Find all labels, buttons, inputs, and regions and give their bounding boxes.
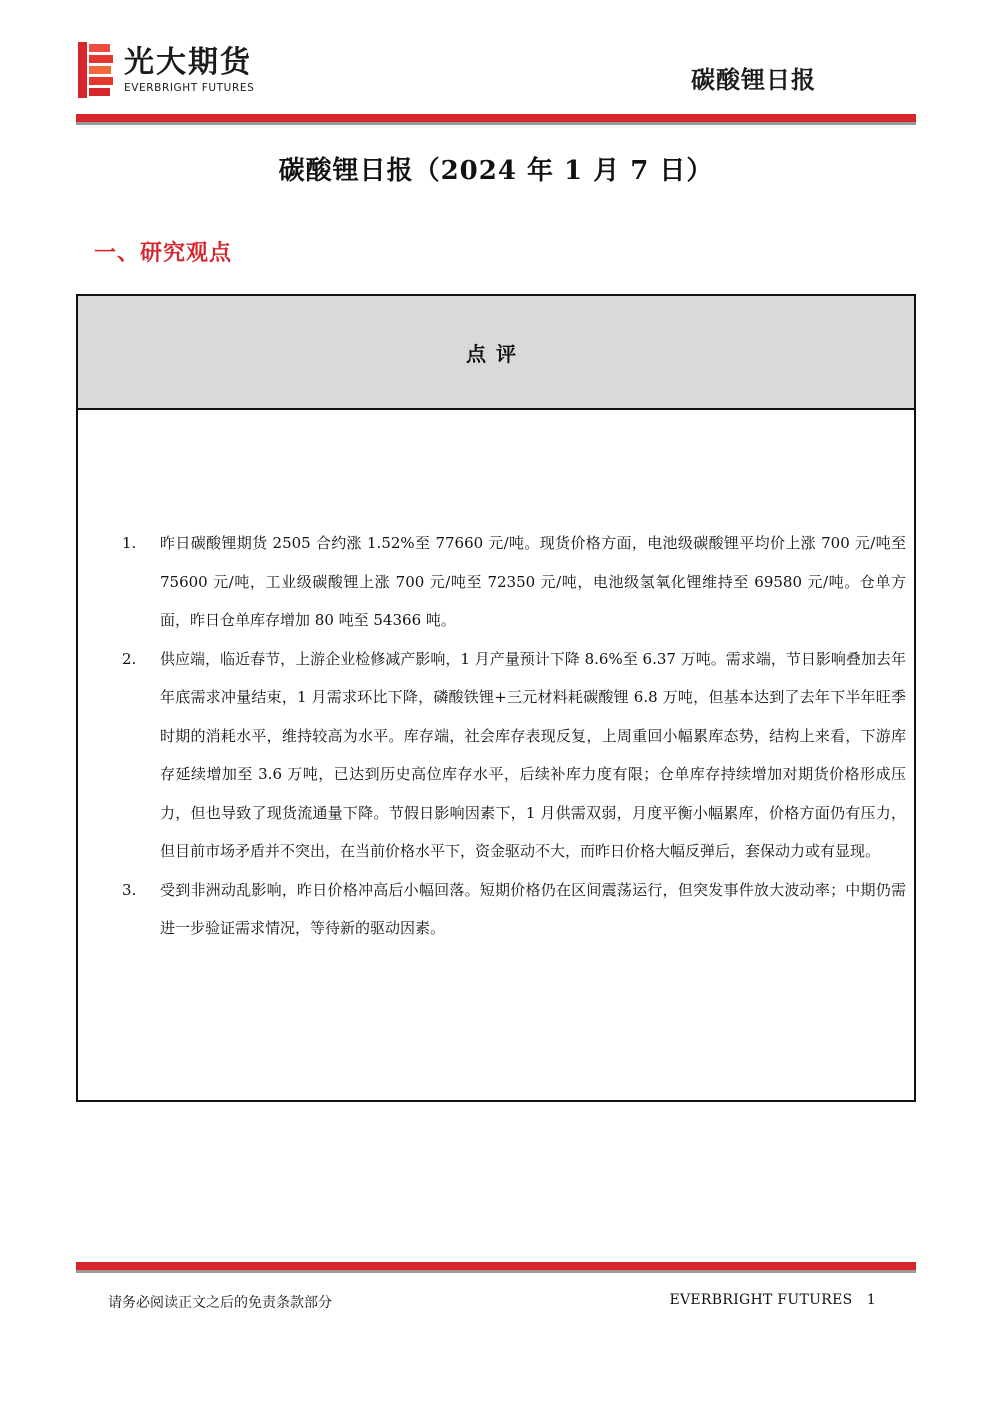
footer-brand: EVERBRIGHT FUTURES <box>669 1292 853 1308</box>
commentary-item-3 <box>78 871 914 948</box>
header-report-title: 碳酸锂日报 <box>691 66 816 94</box>
page-number: 1 <box>866 1292 876 1308</box>
commentary-box <box>76 294 916 1102</box>
everbright-logo-icon <box>78 42 114 98</box>
logo-english-name: EVERBRIGHT FUTURES <box>124 82 255 94</box>
commentary-list <box>78 524 914 948</box>
commentary-heading: 点评 <box>78 296 914 410</box>
document-title: 碳酸锂日报（2024 年 1 月 7 日） <box>278 156 714 186</box>
footer-brand-page <box>669 1292 876 1308</box>
section-heading: 一、研究观点 <box>94 240 233 266</box>
item-text: 受到非洲动乱影响，昨日价格冲高后小幅回落。短期价格仍在区间震荡运行，但突发事件放大波动率；中期仍需进一步验证需求情况，等待新的驱动因素。 <box>160 880 906 937</box>
commentary-item-1 <box>78 524 914 640</box>
item-text: 供应端，临近春节，上游企业检修减产影响，1 月产量预计下降 8.6%至 6.37 万吨。需求端，节日影响叠加去年年底需求冲量结束，1 月需求环比下降，磷酸铁锂+三元材料耗碳酸锂 6.8 万吨，但基本达到了去年下半年旺季时期的消耗水平，维持较高为水平。库存端，社会库存表现反复，上周重回小幅累库态势，结构上来看，下游库存延续增加至 3.6 万吨，已达到历史高位库存水平，后续补库力度有限；仓单库存持续增加对期货价格形成压力，但也导致了现货流通量下降。节假日影响因素下，1 月供需双弱，月度平衡小幅累库，价格方面仍有压力，但目前市场矛盾并不突出，在当前价格水平下，资金驱动不大，而昨日价格大幅反弹后，套保动力或有显现。 <box>160 649 906 860</box>
header-divider <box>76 114 916 125</box>
footer-disclaimer: 请务必阅读正文之后的免责条款部分 <box>108 1295 332 1311</box>
item-number: 2. <box>122 649 137 668</box>
footer-divider <box>76 1262 916 1273</box>
item-number: 3. <box>122 880 137 899</box>
logo-chinese-name: 光大期货 <box>124 45 252 80</box>
commentary-item-2 <box>78 640 914 871</box>
company-logo <box>78 42 298 98</box>
item-number: 1. <box>122 534 137 552</box>
item-text: 昨日碳酸锂期货 2505 合约涨 1.52%至 77660 元/吨。现货价格方面，电池级碳酸锂平均价上涨 700 元/吨至 75600 元/吨，工业级碳酸锂上涨 700 元/吨至 72350 元/吨，电池级氢氧化锂维持至 69580 元/吨。仓单方面，昨日仓单库存增加 80 吨至 54366 吨。 <box>160 534 906 629</box>
